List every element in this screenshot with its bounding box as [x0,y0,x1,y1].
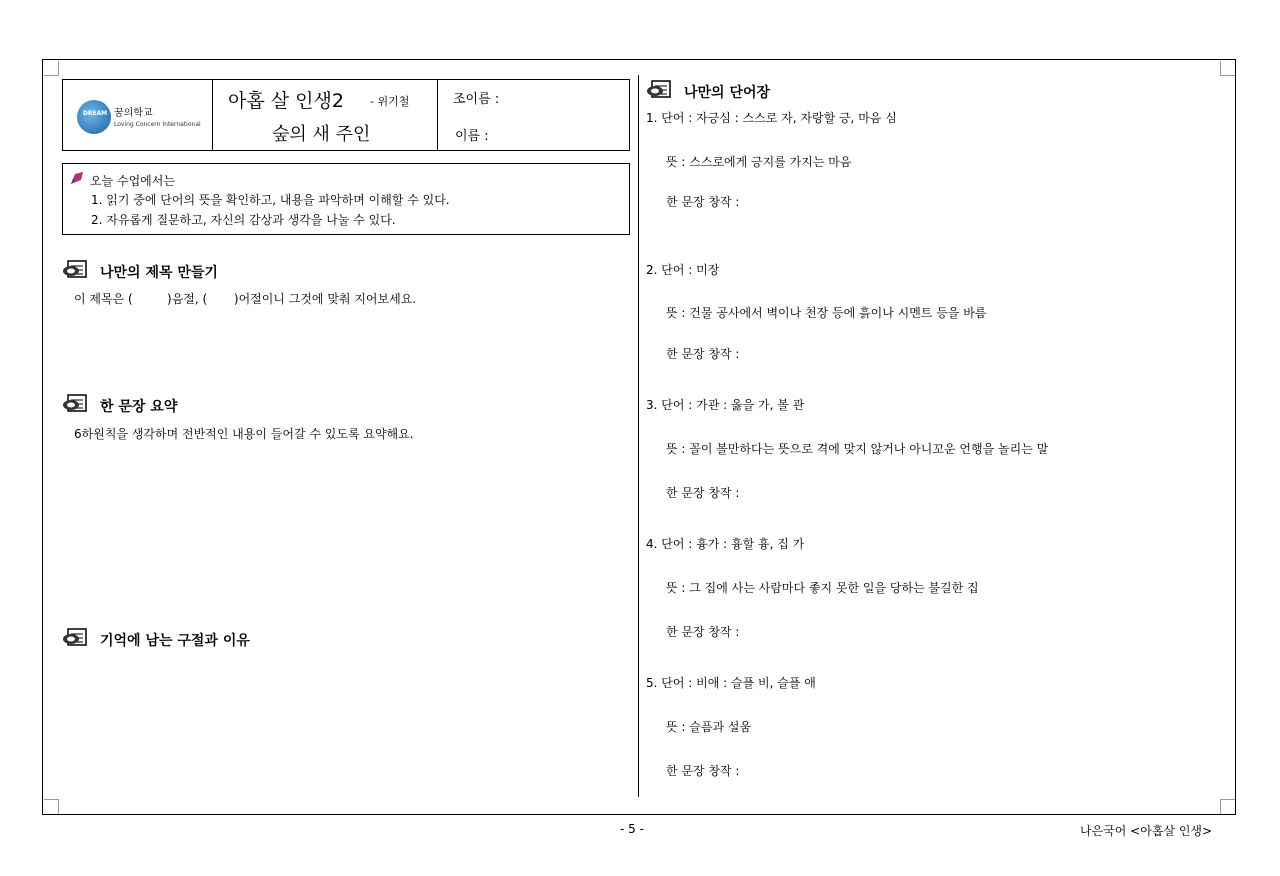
vocab-sentence-label: 한 문장 창작 : [666,764,740,778]
vocab-sentence-label: 한 문장 창작 : [666,486,740,500]
page-number: - 5 - [620,822,644,836]
logo-mark: DREAM [82,110,108,117]
notebook-icon [646,79,674,101]
chapter-title: 숲의 새 주인 [272,124,371,145]
logo-icon [77,100,111,134]
logo-english: Loving Concern International [114,121,201,128]
summary-instruction: 6하원칙을 생각하며 전반적인 내용이 들어갈 수 있도록 요약해요. [74,427,414,441]
vocab-meaning: 뜻 : 꼴이 볼만하다는 뜻으로 격에 맞지 않거나 아니꼬운 언행을 놀리는 말 [666,442,1049,456]
vocab-word: 4. 단어 : 흉가 : 흉할 흉, 집 가 [646,537,805,551]
pencil-icon [69,170,87,186]
section-title-make-title: 나만의 제목 만들기 [100,265,218,281]
vocab-sentence-label: 한 문장 창작 : [666,625,740,639]
column-divider [638,75,639,797]
section-title-memorable-phrase: 기억에 남는 구절과 이유 [100,633,250,649]
corner-mark [1220,799,1235,814]
vocab-word: 2. 단어 : 미장 [646,263,720,277]
vocab-word: 3. 단어 : 가관 : 옳을 가, 볼 관 [646,398,805,412]
vocab-word: 5. 단어 : 비애 : 슬플 비, 슬플 애 [646,676,816,690]
logo-korean: 꿈의학교 [114,108,153,119]
corner-mark [1220,61,1235,76]
section-title-vocabulary: 나만의 단어장 [684,85,771,101]
lesson-goal-item: 2. 자유롭게 질문하고, 자신의 감상과 생각을 나눌 수 있다. [91,213,396,227]
footer-title: 나은국어 <아홉살 인생> [1080,824,1213,838]
title-instruction: 이 제목은 ( )음절, ( )어절이니 그것에 맞춰 지어보세요. [74,292,417,306]
header-divider [212,79,213,151]
notebook-icon [62,393,90,415]
header-divider [437,79,438,151]
vocab-sentence-label: 한 문장 창작 : [666,347,740,361]
vocab-word: 1. 단어 : 자긍심 : 스스로 자, 자랑할 긍, 마음 심 [646,111,897,125]
student-name-label: 이름 : [455,129,489,144]
corner-mark [44,61,59,76]
vocab-meaning: 뜻 : 스스로에게 긍지를 가지는 마음 [666,155,852,169]
lesson-goal-item: 1. 읽기 중에 단어의 뜻을 확인하고, 내용을 파악하며 이해할 수 있다. [91,193,450,207]
vocab-meaning: 뜻 : 슬픔과 설움 [666,720,752,734]
team-name-label: 조이름 : [453,92,500,107]
notebook-icon [62,259,90,281]
page-title: 아홉 살 인생2 [228,90,344,112]
author: - 위기철 [370,95,410,108]
lesson-goal-title: 오늘 수업에서는 [90,174,175,188]
corner-mark [44,799,59,814]
vocab-sentence-label: 한 문장 창작 : [666,195,740,209]
notebook-icon [62,627,90,649]
vocab-meaning: 뜻 : 건물 공사에서 벽이나 천장 등에 흙이나 시멘트 등을 바름 [666,306,987,320]
section-title-summary: 한 문장 요약 [100,399,178,415]
vocab-meaning: 뜻 : 그 집에 사는 사람마다 좋지 못한 일을 당하는 불길한 집 [666,581,979,595]
